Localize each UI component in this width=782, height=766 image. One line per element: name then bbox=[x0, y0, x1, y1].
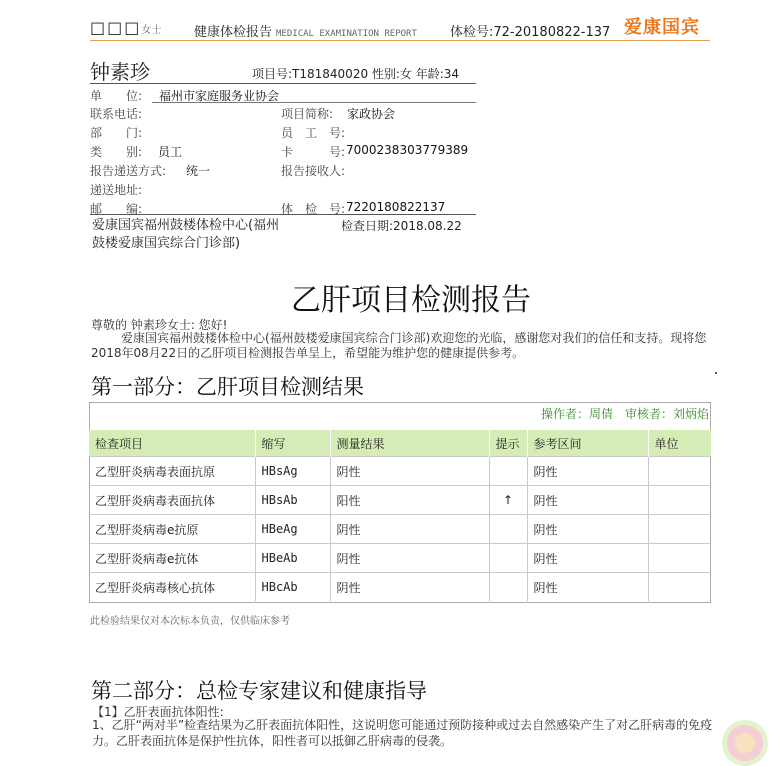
patient-salutation: □□□女士 bbox=[90, 18, 162, 37]
card-label: 卡 号: bbox=[281, 145, 346, 159]
category-label: 类 别: bbox=[90, 145, 143, 159]
table-header-row bbox=[89, 430, 711, 457]
table-row bbox=[89, 486, 711, 515]
cell-ref: 阴性 bbox=[527, 544, 648, 573]
greeting: 尊敬的 钟素珍女士: 您好! bbox=[91, 318, 228, 332]
cell-result: 阳性 bbox=[330, 486, 489, 515]
cell-unit bbox=[648, 486, 711, 515]
cell-unit bbox=[648, 457, 711, 486]
cell-abbr: HBsAb bbox=[255, 486, 330, 515]
delivery-label: 报告递送方式: bbox=[90, 164, 167, 178]
cell-ref: 阴性 bbox=[527, 573, 648, 602]
cell-abbr: HBeAb bbox=[255, 544, 330, 573]
brand-logo-text: 爱康国宾 bbox=[624, 17, 700, 38]
receiver-label: 报告接收人: bbox=[281, 164, 346, 178]
category-value: 员工 bbox=[158, 145, 183, 159]
section1-title: 第一部分：乙肝项目检测结果 bbox=[91, 375, 364, 399]
exam-center: 爱康国宾福州鼓楼体检中心(福州鼓楼爱康国宾综合门诊部) bbox=[92, 218, 280, 251]
cell-result: 阴性 bbox=[330, 544, 489, 573]
advice-text: 1、乙肝“两对半”检查结果为乙肝表面抗体阳性，这说明您可能通过预防接种或过去自然感染产生了对乙肝病毒的免疫力。乙肝表面抗体是保护性抗体，阳性者可以抵御乙肝病毒的侵袭。 bbox=[92, 718, 713, 748]
table-row bbox=[89, 573, 711, 602]
report-header-title: 健康体检报告 MEDICAL EXAMINATION REPORT bbox=[194, 25, 417, 40]
cell-result: 阴性 bbox=[330, 457, 489, 486]
check-date: 检查日期:2018.08.22 bbox=[341, 219, 462, 233]
cell-ref: 阴性 bbox=[527, 486, 648, 515]
phone-label: 联系电话: bbox=[90, 107, 143, 121]
check-no-value: 7220180822137 bbox=[346, 200, 446, 214]
col-header-abbr: 缩写 bbox=[255, 430, 330, 457]
cell-item: 乙型肝炎病毒e抗体 bbox=[89, 544, 255, 573]
unit-label: 单 位: bbox=[90, 89, 143, 103]
results-table bbox=[89, 430, 711, 601]
cell-item: 乙型肝炎病毒核心抗体 bbox=[89, 573, 255, 602]
dept-label: 部 门: bbox=[90, 126, 143, 140]
section2-title: 第二部分：总检专家建议和健康指导 bbox=[91, 679, 427, 703]
cell-abbr: HBcAb bbox=[255, 573, 330, 602]
cell-unit bbox=[648, 573, 711, 602]
cell-unit bbox=[648, 544, 711, 573]
brand-watermark-icon bbox=[722, 720, 768, 766]
report-title: 乙肝项目检测报告 bbox=[291, 283, 531, 318]
delivery-value: 统一 bbox=[186, 164, 211, 178]
cell-ref: 阴性 bbox=[527, 515, 648, 544]
patient-name: 钟素珍 bbox=[90, 60, 150, 84]
cell-item: 乙型肝炎病毒e抗原 bbox=[89, 515, 255, 544]
stray-dot bbox=[715, 372, 717, 374]
intro-paragraph: 爱康国宾福州鼓楼体检中心(福州鼓楼爱康国宾综合门诊部)欢迎您的光临，感谢您对我们的信任和支持。现将您2018年08月22日的乙肝项目检测报告单呈上，希望能为维护您的健康提供参考。 bbox=[91, 331, 707, 360]
operator: 操作者：周倩 bbox=[540, 407, 613, 421]
cell-hint-up-arrow: ↑ bbox=[489, 486, 527, 515]
cell-hint bbox=[489, 544, 527, 573]
card-value: 7000238303779389 bbox=[346, 143, 469, 157]
patient-meta: 项目号:T181840020 性别:女 年龄:34 bbox=[252, 67, 460, 81]
header-exam-number: 体检号:72-20180822-137 bbox=[450, 25, 611, 40]
cell-unit bbox=[648, 515, 711, 544]
unit-underline bbox=[152, 102, 476, 103]
reviewer: 审核者：刘炳焰 bbox=[624, 407, 709, 421]
table-row bbox=[89, 515, 711, 544]
cell-result: 阴性 bbox=[330, 515, 489, 544]
cell-item: 乙型肝炎病毒表面抗体 bbox=[89, 486, 255, 515]
operators-line bbox=[89, 405, 709, 422]
col-header-item: 检查项目 bbox=[89, 430, 255, 457]
advice-heading: 【1】乙肝表面抗体阳性: bbox=[92, 705, 224, 719]
check-no-label: 体 检 号: bbox=[281, 202, 346, 216]
cell-item: 乙型肝炎病毒表面抗原 bbox=[89, 457, 255, 486]
project-short-value: 家政协会 bbox=[347, 107, 396, 121]
col-header-hint: 提示 bbox=[489, 430, 527, 457]
project-short-label: 项目简称: bbox=[281, 107, 334, 121]
table-footnote: 此检验结果仅对本次标本负责，仅供临床参考 bbox=[90, 616, 290, 627]
report-header-title-en: MEDICAL EXAMINATION REPORT bbox=[276, 29, 417, 39]
table-row bbox=[89, 544, 711, 573]
cell-result: 阴性 bbox=[330, 573, 489, 602]
col-header-result: 测量结果 bbox=[330, 430, 489, 457]
table-row bbox=[89, 457, 711, 486]
cell-hint bbox=[489, 457, 527, 486]
info-bottom-divider bbox=[90, 214, 476, 215]
staff-no-label: 员 工 号: bbox=[281, 126, 346, 140]
cell-hint bbox=[489, 573, 527, 602]
unit-value: 福州市家庭服务业协会 bbox=[159, 89, 280, 103]
postcode-label: 邮 编: bbox=[90, 202, 143, 216]
col-header-unit: 单位 bbox=[648, 430, 711, 457]
cell-abbr: HBsAg bbox=[255, 457, 330, 486]
cell-abbr: HBeAg bbox=[255, 515, 330, 544]
header-divider bbox=[90, 40, 710, 41]
info-divider bbox=[90, 83, 476, 84]
address-label: 递送地址: bbox=[90, 183, 143, 197]
cell-ref: 阴性 bbox=[527, 457, 648, 486]
cell-hint bbox=[489, 515, 527, 544]
col-header-ref: 参考区间 bbox=[527, 430, 648, 457]
